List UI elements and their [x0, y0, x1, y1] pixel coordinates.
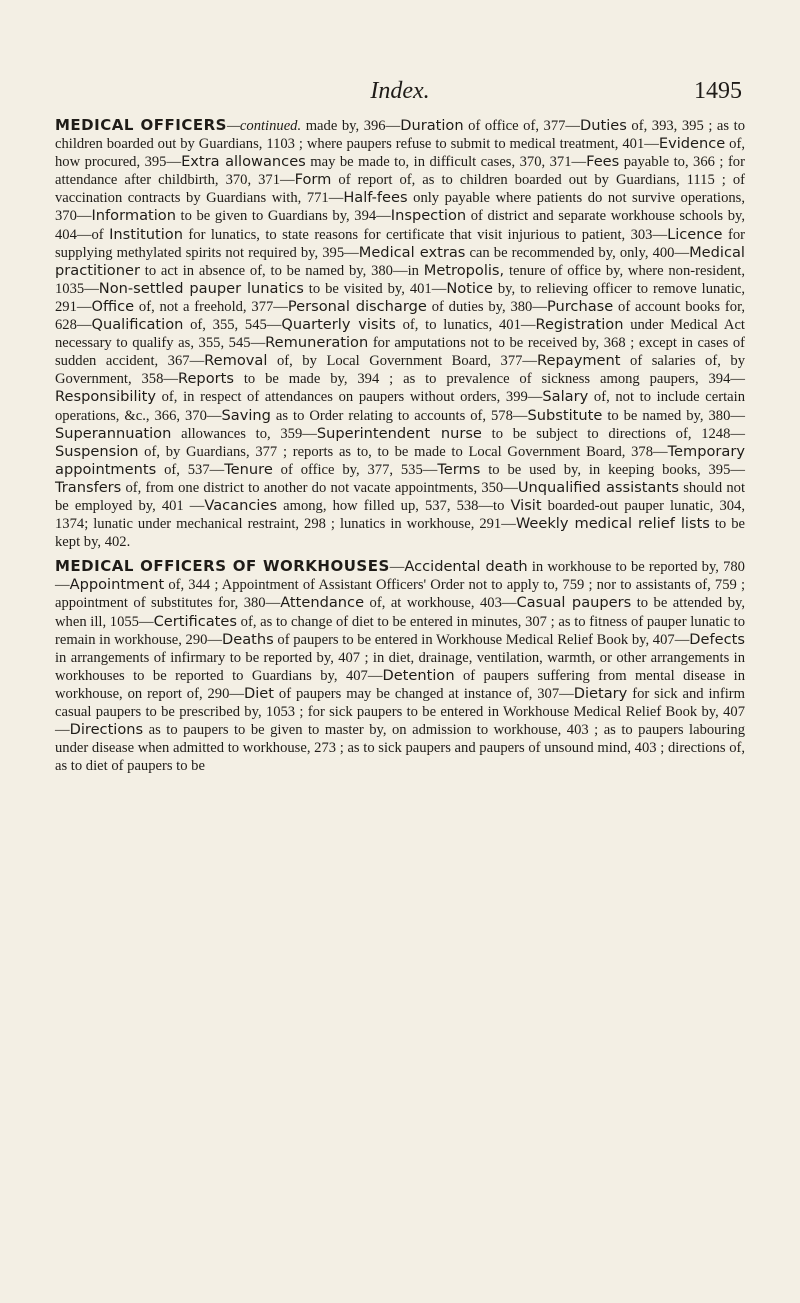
index-subject-keyword: Non-settled pauper lunatics — [98, 279, 304, 297]
entry-text: —Accidental death in workhouse to be reported by, 780—Appointment of, 344 ; Appointment of Assistant Officers' Order not to apply to, 759 ; nor to assistants of, 759 ; appointment of substitutes for, 380—Attendance of, at workhouse, 403—Casual paupers to be attended by, when ill, 1055—Certificates of, as to change of diet to be entered in minutes, 307 ; as to fitness of pauper lunatic to remain in workhouse, 290—Deaths of paupers to be entered in Workhouse Medical Relief Book by, 407—Defects in arrangements of infirmary to be reported by, 407 ; in diet, drainage, ventilation, warmth, or other arrangements in workhouses to be reported to Guardians by, 407—Detention of paupers suffering from mental disease in workhouse, on report of, 290—Diet of paupers may be changed at instance of, 307—Dietary for sick and infirm casual paupers to be prescribed by, 1053 ; for sick paupers to be entered in Workhouse Medical Relief Book by, 407—Directions as to paupers to be given to master by, on admission to workhouse, 403 ; as to paupers labouring under disease when admitted to workhouse, 273 ; as to sick paupers and paupers of unsound mind, 403 ; directions of, as to diet of paupers to be — [55, 558, 745, 775]
index-subject-keyword: Superintendent nurse — [316, 424, 482, 442]
index-subject-keyword: Medical extras — [358, 243, 466, 261]
index-subject-keyword: Form — [294, 171, 332, 189]
index-subject-keyword: Deaths — [222, 630, 274, 648]
index-subject-keyword: Appointment — [69, 576, 165, 594]
index-subject-keyword: Medical practitioner — [55, 243, 745, 279]
index-subject-keyword: Remuneration — [265, 334, 369, 352]
index-subject-keyword: Unqualified assistants — [517, 478, 679, 496]
index-subject-keyword: Diet — [244, 684, 274, 702]
index-subject-keyword: Directions — [69, 721, 144, 739]
page-number: 1495 — [694, 78, 742, 104]
index-subject-keyword: Certificates — [153, 612, 237, 630]
index-subject-keyword: Vacancies — [204, 496, 278, 514]
index-subject-keyword: Terms — [437, 460, 481, 478]
index-entry-medical-officers — [55, 116, 745, 551]
index-subject-keyword: Transfers — [55, 478, 122, 496]
index-subject-keyword: Tenure — [224, 460, 273, 478]
index-subject-keyword: Responsibility — [55, 388, 156, 406]
entry-text: made by, 396—Duration of office of, 377—Duties of, 393, 395 ; as to children boarded out by Guardians, 1103 ; where paupers refuse to submit to medical treatment, 401—Evidence of, how procured, 395—Extra allowances may be made to, in difficult cases, 370, 371—Fees payable to, 366 ; for attendance after childbirth, 370, 371—Form of report of, as to children boarded out by Guardians, 1115 ; of vaccination contracts by Guardians with, 771—Half-fees only payable where patients do not survive operations, 370—Information to be given to Guardians by, 394—Inspection of district and separate workhouse schools by, 404—of Institution for lunatics, to state reasons for certificate that visit injurious to patient, 303—Licence for supplying methylated spirits not required by, 395—Medical extras can be recommended by, only, 400—Medical practitioner to act in absence of, to be named by, 380—in Metropolis, tenure of office by, where non-resident, 1035—Non-settled pauper lunatics to be visited by, 401—Notice by, to relieving officer to remove lunatic, 291—Office of, not a freehold, 377—Personal discharge of duties by, 380—Purchase of account books for, 628—Qualification of, 355, 545—Quarterly visits of, to lunatics, 401—Registration under Medical Act necessary to qualify as, 355, 545—Remuneration for amputations not to be received by, 368 ; except in cases of sudden accident, 367—Removal of, by Local Government Board, 377—Repayment of salaries of, by Government, 358—Reports to be made by, 394 ; as to prevalence of sickness among paupers, 394—Responsibility of, in respect of attendances on paupers without orders, 399—Salary of, not to include certain operations, &c., 366, 370—Saving as to Order relating to accounts of, 578—Substitute to be named by, 380—Superannuation allowances to, 359—Superintendent nurse to be subject to directions of, 1248—Suspension of, by Guardians, 377 ; reports as to, to be made to Local Government Board, 378—Temporary appointments of, 537—Tenure of office by, 377, 535—Terms to be used by, in keeping books, 395—Transfers of, from one district to another do not vacate appointments, 350—Unqualified assistants should not be employed by, 401 —Vacancies among, how filled up, 537, 538—to Visit boarded-out pauper lunatic, 304, 1374; lunatic under mechanical restraint, 298 ; lunatics in workhouse, 291—Weekly medical relief lists to be kept by, 402. — [55, 117, 746, 551]
index-subject-keyword: Reports — [177, 370, 234, 388]
index-subject-keyword: Detention — [382, 666, 455, 684]
index-subject-keyword: Visit — [510, 496, 542, 514]
index-subject-keyword: Office — [91, 297, 135, 315]
index-subject-keyword: Metropolis, — [423, 261, 505, 279]
index-subject-keyword: Salary — [542, 388, 589, 406]
index-subject-keyword: Inspection — [390, 207, 467, 225]
entry-heading: MEDICAL OFFICERS OF WORKHOUSES — [55, 557, 390, 576]
index-subject-keyword: Temporary appointments — [55, 442, 745, 478]
index-subject-keyword: Information — [91, 207, 176, 225]
index-subject-keyword: Evidence — [658, 135, 726, 153]
index-subject-keyword: Registration — [535, 316, 624, 334]
index-subject-keyword: Extra allowances — [181, 153, 306, 171]
index-subject-keyword: Duties — [580, 117, 627, 134]
index-subject-keyword: Weekly medical relief lists — [515, 515, 710, 533]
index-subject-keyword: Substitute — [527, 406, 603, 424]
index-subject-keyword: Casual paupers — [516, 594, 632, 612]
index-subject-keyword: Personal discharge — [287, 297, 427, 315]
index-subject-keyword: Defects — [689, 630, 745, 648]
index-subject-keyword: Suspension — [55, 442, 139, 460]
index-subject-keyword: Superannuation — [55, 424, 172, 442]
index-subject-keyword: Accidental death — [404, 558, 528, 576]
index-subject-keyword: Removal — [204, 352, 268, 370]
index-subject-keyword: Duration — [400, 117, 464, 134]
index-subject-keyword: Quarterly visits — [281, 316, 396, 334]
index-subject-keyword: Saving — [221, 406, 271, 424]
entry-heading-suffix: —continued. — [226, 118, 302, 134]
entry-heading: MEDICAL OFFICERS — [55, 116, 227, 134]
index-subject-keyword: Purchase — [546, 297, 614, 315]
index-body — [55, 116, 745, 781]
index-subject-keyword: Repayment — [537, 352, 621, 370]
index-subject-keyword: Fees — [586, 153, 620, 171]
index-subject-keyword: Qualification — [91, 316, 184, 334]
index-subject-keyword: Half-fees — [343, 189, 408, 207]
index-subject-keyword: Licence — [667, 225, 723, 243]
index-subject-keyword: Notice — [446, 279, 493, 297]
index-subject-keyword: Dietary — [573, 684, 628, 702]
index-entry-medical-officers-of-workhouses — [55, 557, 745, 775]
index-subject-keyword: Institution — [109, 225, 183, 243]
running-head — [0, 78, 800, 108]
running-title: Index. — [370, 78, 430, 104]
index-subject-keyword: Attendance — [280, 594, 365, 612]
